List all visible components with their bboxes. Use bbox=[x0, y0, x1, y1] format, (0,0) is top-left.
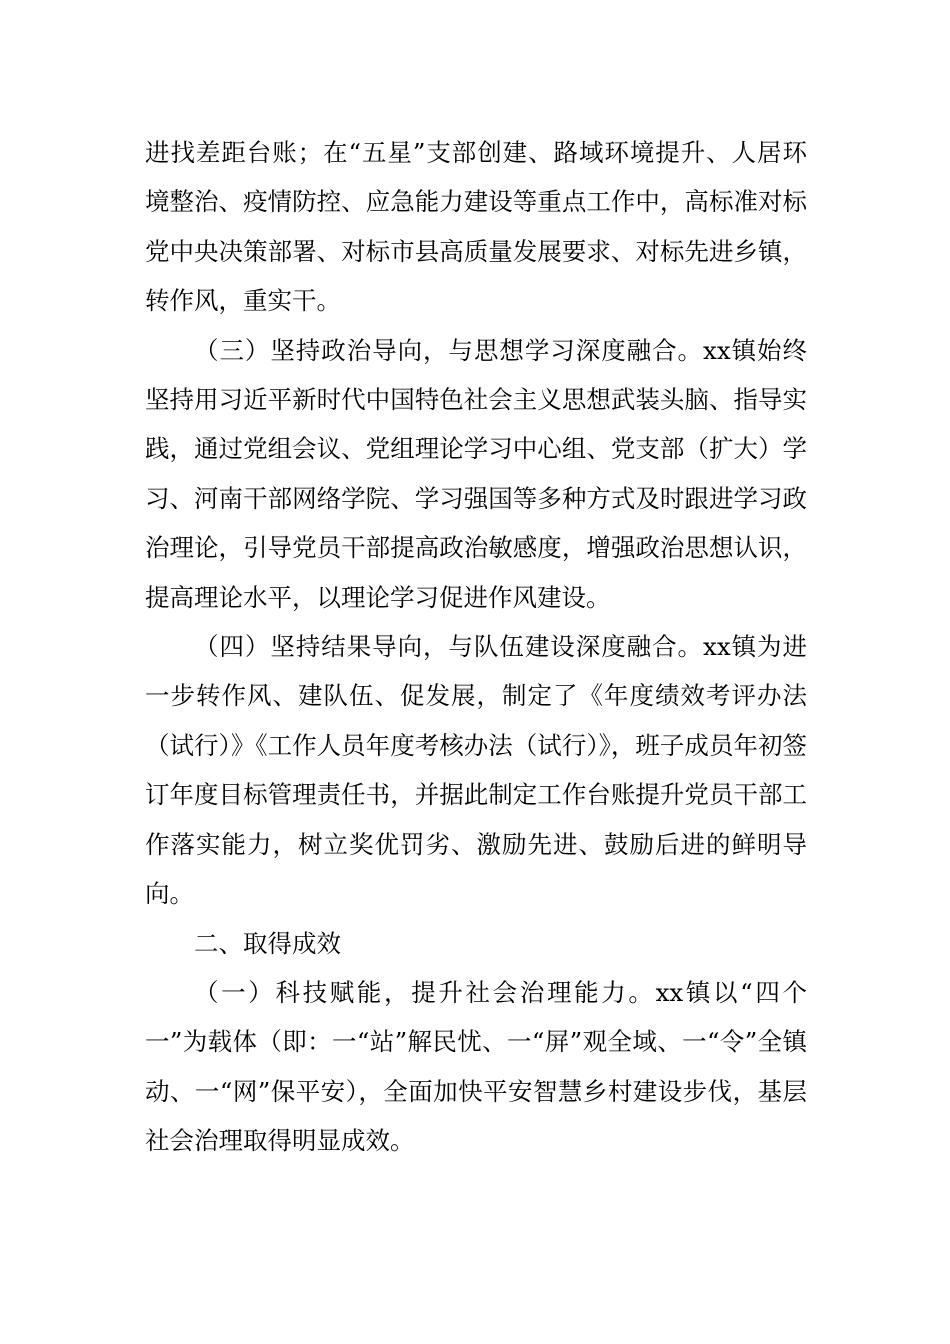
paragraph-tech-empowerment: （一）科技赋能，提升社会治理能力。xx镇以“四个一”为载体（即：一“站”解民忧、一“屏”观全域、一“令”全镇动、一“网”保平安），全面加快平安智慧乡村建设步伐，基层社会治理取得明显成效。 bbox=[145, 977, 807, 1156]
section-heading-achievements: 二、取得成效 bbox=[194, 928, 341, 958]
paragraph-political-guidance: （三）坚持政治导向，与思想学习深度融合。xx镇始终坚持用习近平新时代中国特色社会主义思想武装头脑、指导实践，通过党组会议、党组理论学习中心组、党支部（扩大）学习、河南干部网络学院、学习强国等多种方式及时跟进学习政治理论，引导党员干部提高政治敏感度，增强政治思想认识，提高理论水平，以理论学习促进作风建设。 bbox=[145, 335, 807, 612]
document-body bbox=[145, 128, 807, 1166]
paragraph-continuation: 进找差距台账；在“五星”支部创建、路域环境提升、人居环境整治、疫情防控、应急能力建设等重点工作中，高标准对标党中央决策部署、对标市县高质量发展要求、对标先进乡镇，转作风，重实干。 bbox=[145, 138, 807, 316]
paragraph-result-guidance: （四）坚持结果导向，与队伍建设深度融合。xx镇为进一步转作风、建队伍、促发展，制定了《年度绩效考评办法（试行）》《工作人员年度考核办法（试行）》，班子成员年初签订年度目标管理责任书，并据此制定工作台账提升党员干部工作落实能力，树立奖优罚劣、激励先进、鼓励后进的鲜明导向。 bbox=[145, 632, 807, 909]
